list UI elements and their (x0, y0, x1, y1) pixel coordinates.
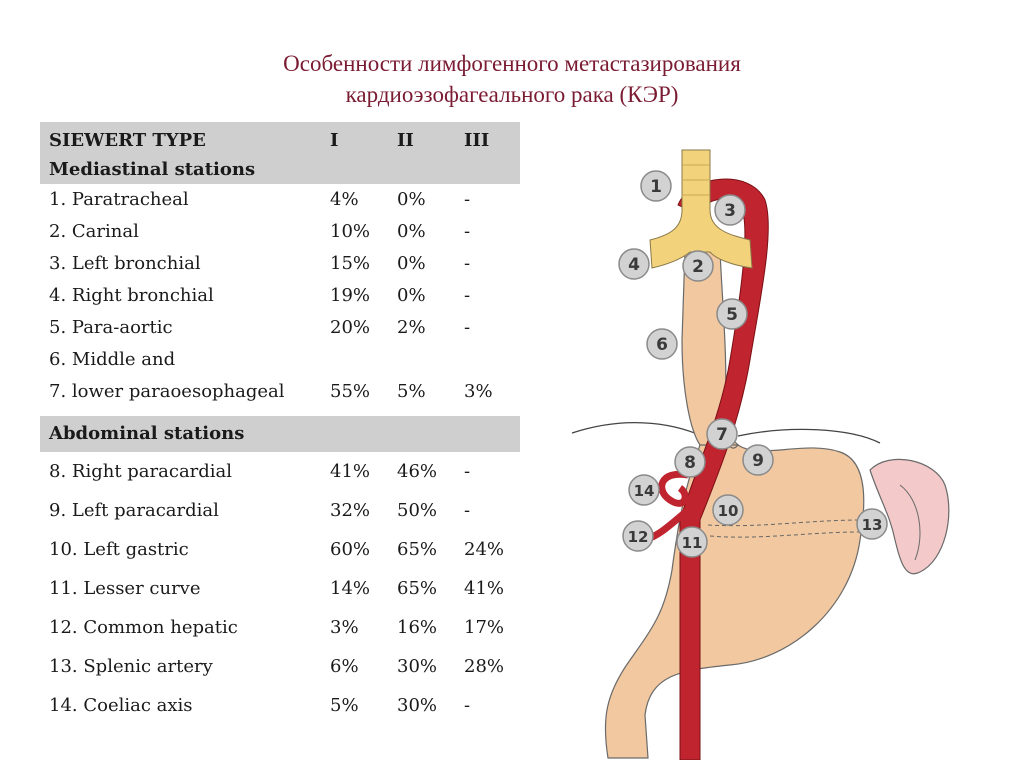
value-type-2: 0% (397, 285, 426, 306)
table-row (40, 491, 520, 530)
section-abdominal (40, 416, 520, 452)
value-type-1: 14% (330, 578, 371, 599)
station-label: 13 (861, 516, 883, 534)
diaphragm-line-left (572, 423, 710, 440)
table-row (40, 344, 520, 376)
value-type-2: 65% (397, 578, 438, 599)
value-type-3: - (464, 221, 471, 242)
station-name: 4. Right bronchial (49, 285, 214, 306)
station-marker-12 (623, 521, 653, 551)
station-marker-10 (713, 495, 743, 525)
station-name: 10. Left gastric (49, 539, 189, 560)
header-cell: I (330, 130, 339, 151)
value-type-3: - (464, 500, 471, 521)
station-marker-5 (717, 299, 747, 329)
station-name: 7. lower paraoesophageal (49, 381, 285, 402)
station-marker-1 (641, 171, 671, 201)
slide-title (0, 48, 1024, 110)
value-type-3: - (464, 253, 471, 274)
station-label: 8 (684, 453, 696, 473)
station-label: 4 (628, 255, 640, 275)
value-type-1: 3% (330, 617, 359, 638)
station-label: 14 (633, 482, 655, 500)
station-marker-2 (683, 251, 713, 281)
value-type-3: - (464, 317, 471, 338)
value-type-3: 24% (464, 539, 505, 560)
coeliac-branch (662, 474, 688, 503)
section-label: Abdominal stations (49, 423, 245, 444)
value-type-3: 28% (464, 656, 505, 677)
table-row (40, 530, 520, 569)
section-gap (40, 408, 520, 416)
value-type-2: 65% (397, 539, 438, 560)
value-type-2: 16% (397, 617, 438, 638)
value-type-3: 41% (464, 578, 505, 599)
siewert-table (40, 122, 520, 725)
station-label: 5 (726, 305, 738, 325)
header-cell: II (397, 130, 414, 151)
station-name: 1. Paratracheal (49, 189, 189, 210)
value-type-3: - (464, 285, 471, 306)
section-mediastinal (40, 156, 520, 184)
station-marker-14 (629, 475, 659, 505)
value-type-1: 15% (330, 253, 371, 274)
lymph-node-diagram (560, 140, 990, 760)
value-type-2: 0% (397, 253, 426, 274)
station-marker-6 (647, 329, 677, 359)
station-name: 13. Splenic artery (49, 656, 213, 677)
station-label: 10 (717, 502, 739, 520)
value-type-2: 5% (397, 381, 426, 402)
value-type-2: 0% (397, 221, 426, 242)
station-marker-7 (707, 419, 737, 449)
station-name: 5. Para-aortic (49, 317, 173, 338)
value-type-2: 0% (397, 189, 426, 210)
station-name: 8. Right paracardial (49, 461, 233, 482)
station-name: 9. Left paracardial (49, 500, 219, 521)
table-row (40, 376, 520, 408)
station-label: 7 (716, 425, 728, 445)
station-marker-13 (857, 509, 887, 539)
value-type-1: 4% (330, 189, 359, 210)
station-name: 2. Carinal (49, 221, 139, 242)
table-row (40, 608, 520, 647)
title-line-2: кардиоэзофагеального рака (КЭР) (345, 82, 679, 107)
station-label: 2 (692, 257, 704, 277)
value-type-3: 3% (464, 381, 493, 402)
station-name: 11. Lesser curve (49, 578, 201, 599)
value-type-1: 6% (330, 656, 359, 677)
station-label: 12 (627, 528, 649, 546)
diaphragm-line-right (738, 429, 880, 443)
table-header (40, 122, 520, 156)
table-row (40, 248, 520, 280)
station-marker-4 (619, 249, 649, 279)
value-type-1: 41% (330, 461, 371, 482)
value-type-2: 50% (397, 500, 438, 521)
value-type-1: 20% (330, 317, 371, 338)
station-name: 6. Middle and (49, 349, 176, 370)
table-row (40, 686, 520, 725)
value-type-2: 30% (397, 695, 438, 716)
table-row (40, 312, 520, 344)
table-row (40, 216, 520, 248)
value-type-3: - (464, 461, 471, 482)
station-label: 3 (724, 201, 736, 221)
value-type-2: 30% (397, 656, 438, 677)
value-type-2: 46% (397, 461, 438, 482)
title-line-1: Особенности лимфогенного метастазирования (283, 51, 741, 76)
value-type-2: 2% (397, 317, 426, 338)
station-marker-3 (715, 195, 745, 225)
station-label: 9 (752, 451, 764, 471)
table-row (40, 647, 520, 686)
value-type-3: - (464, 695, 471, 716)
value-type-3: 17% (464, 617, 505, 638)
station-label: 1 (650, 177, 662, 197)
station-label: 11 (681, 534, 703, 552)
value-type-1: 55% (330, 381, 371, 402)
station-name: 3. Left bronchial (49, 253, 201, 274)
value-type-1: 60% (330, 539, 371, 560)
table-row (40, 452, 520, 491)
station-label: 6 (656, 335, 668, 355)
station-name: 14. Coeliac axis (49, 695, 193, 716)
station-name: 12. Common hepatic (49, 617, 238, 638)
header-cell: III (464, 130, 490, 151)
station-marker-11 (677, 527, 707, 557)
table-row (40, 280, 520, 312)
station-marker-8 (675, 447, 705, 477)
value-type-1: 5% (330, 695, 359, 716)
station-marker-9 (743, 445, 773, 475)
value-type-1: 32% (330, 500, 371, 521)
value-type-3: - (464, 189, 471, 210)
table-row (40, 184, 520, 216)
section-label: Mediastinal stations (49, 159, 256, 180)
header-cell: SIEWERT TYPE (49, 130, 206, 151)
table-row (40, 569, 520, 608)
value-type-1: 19% (330, 285, 371, 306)
value-type-1: 10% (330, 221, 371, 242)
